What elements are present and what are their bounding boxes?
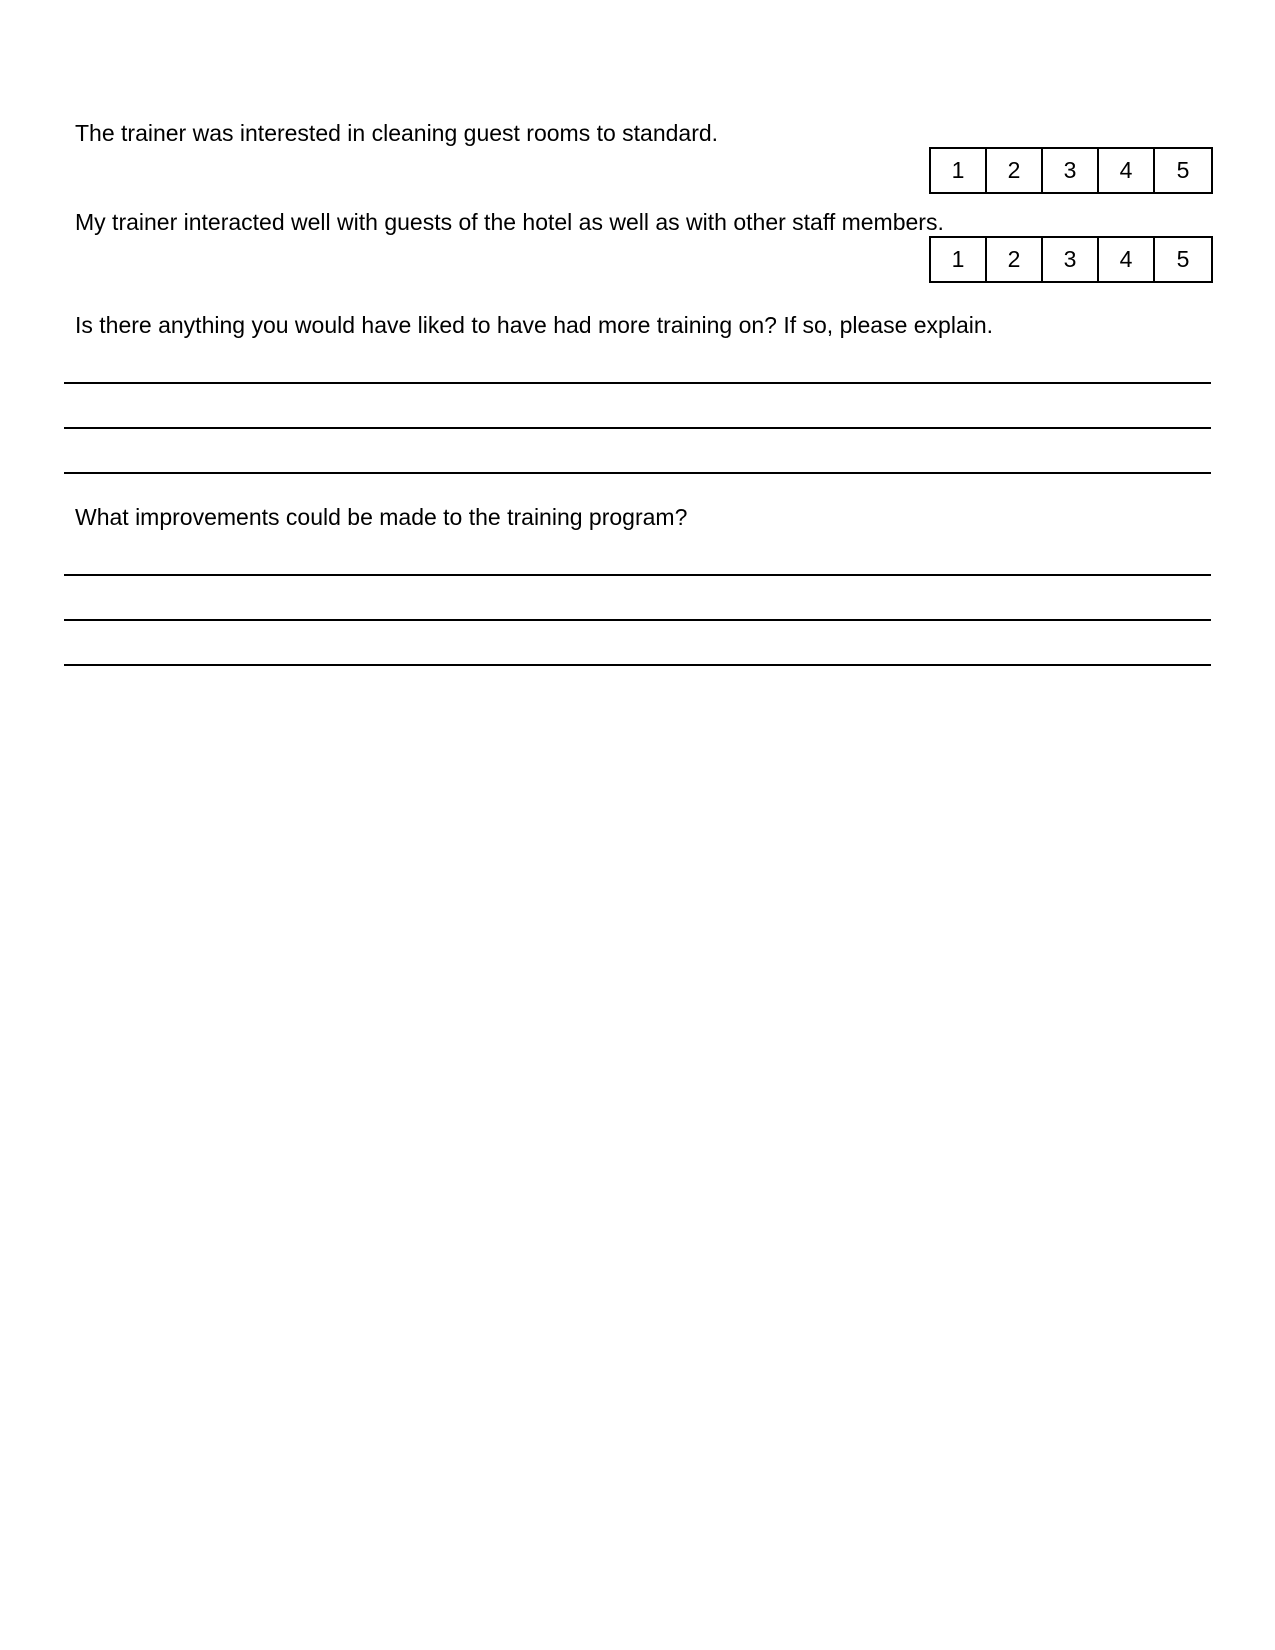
answer-line[interactable] (64, 472, 1211, 474)
rating-scale-2 (929, 236, 1213, 283)
answer-line[interactable] (64, 664, 1211, 666)
rating-scale-1 (929, 147, 1213, 194)
rating-option-5[interactable]: 5 (1176, 246, 1190, 272)
answer-line[interactable] (64, 619, 1211, 621)
open-question-1: Is there anything you would have liked to have had more training on? If so, please explain. (75, 312, 994, 338)
rating-option-2[interactable]: 2 (987, 149, 1043, 192)
rating-option-4[interactable]: 4 (1099, 238, 1155, 281)
answer-line[interactable] (64, 382, 1211, 384)
answer-line[interactable] (64, 427, 1211, 429)
rating-option-1[interactable]: 1 (931, 149, 987, 192)
rating-option-1[interactable]: 1 (931, 238, 987, 281)
rating-question-1: The trainer was interested in cleaning guest rooms to standard. (75, 120, 719, 146)
rating-option-2[interactable]: 2 (987, 238, 1043, 281)
rating-question-2: My trainer interacted well with guests of the hotel as well as with other staff members. (75, 209, 944, 235)
open-question-2: What improvements could be made to the training program? (75, 504, 688, 530)
answer-line[interactable] (64, 574, 1211, 576)
rating-option-3[interactable]: 3 (1043, 238, 1099, 281)
rating-option-4[interactable]: 4 (1099, 149, 1155, 192)
rating-option-5[interactable]: 5 (1176, 157, 1190, 183)
rating-option-3[interactable]: 3 (1043, 149, 1099, 192)
